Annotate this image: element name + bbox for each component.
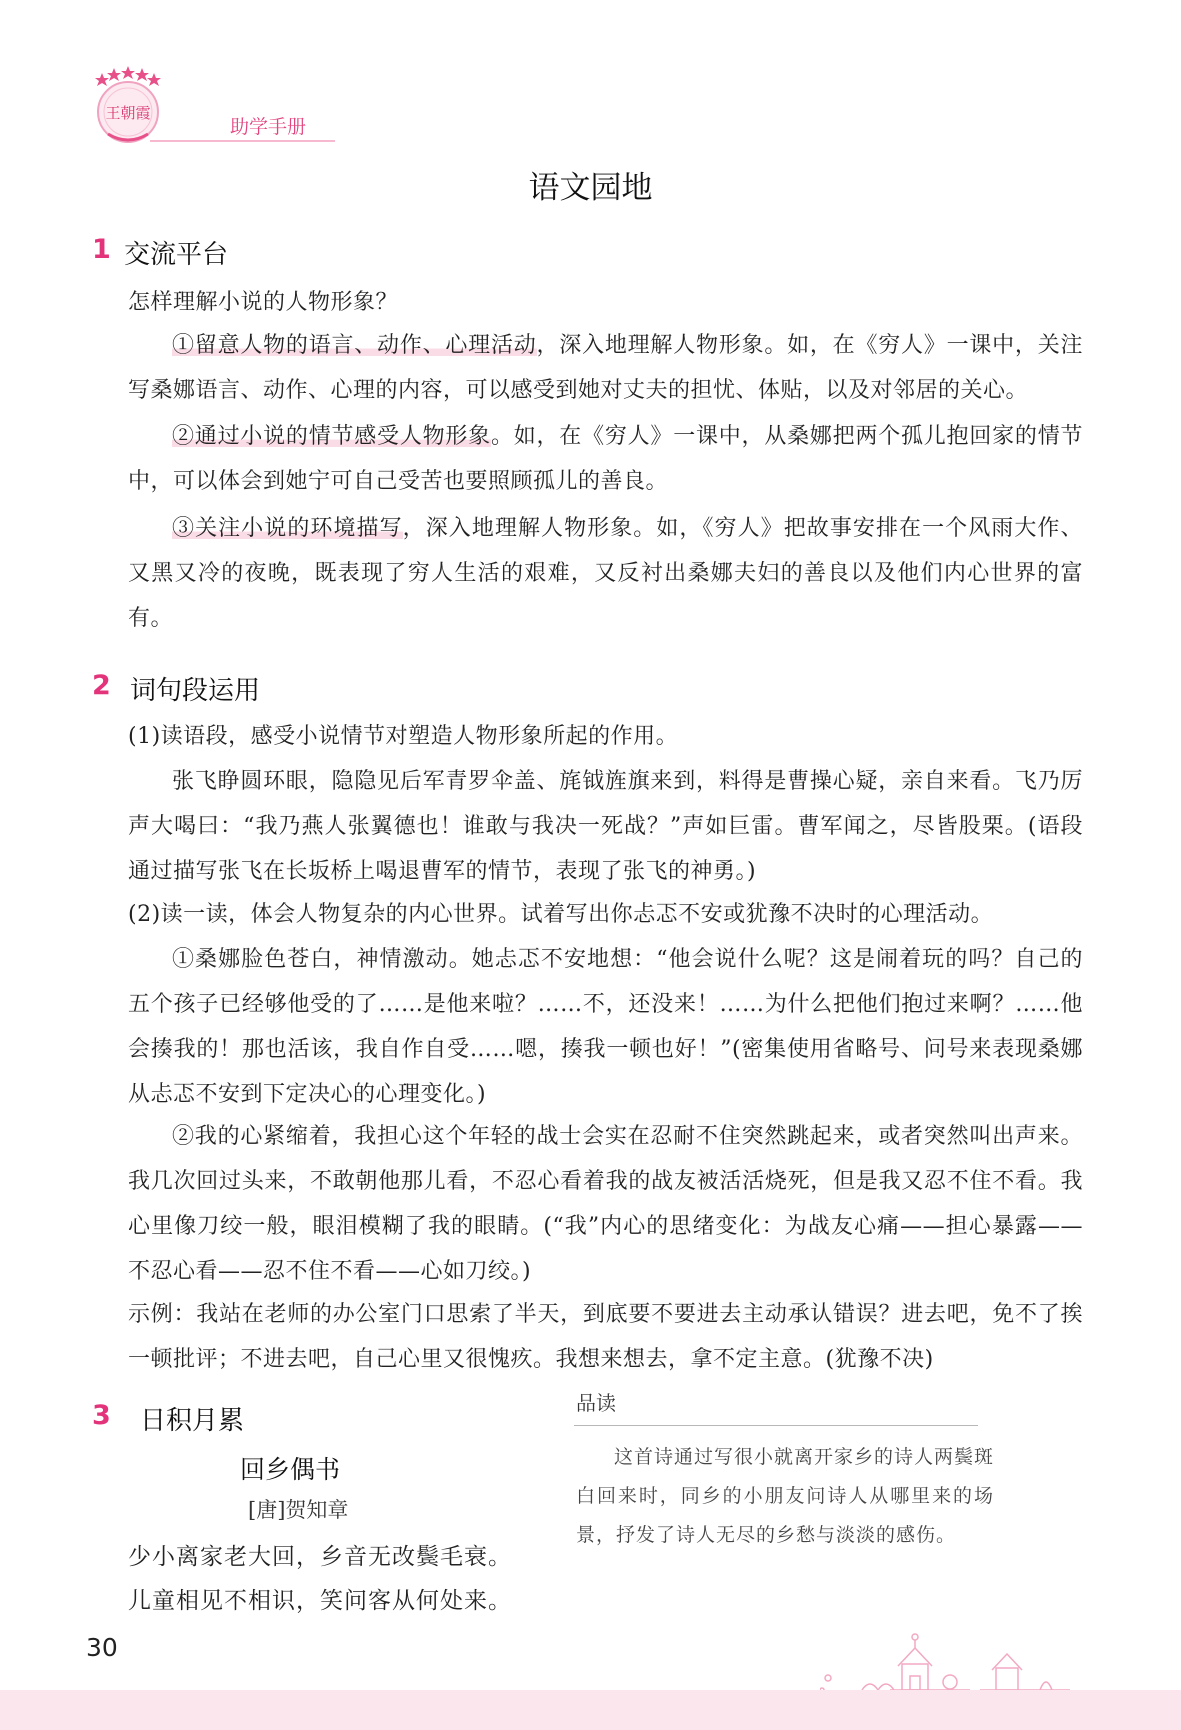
point-1-text: ，深入地理解人物形象。如，在《穷人》一课中，关注写桑娜语言、动作、心理的内容，可以感受到她对丈夫的担忧、体贴，以及对邻居的关心。	[128, 333, 1083, 403]
section-2-passage-1: 张飞睁圆环眼，隐隐见后军青罗伞盖、旄钺旌旗来到，料得是曹操心疑，亲自来看。飞乃厉声大喝曰：“我乃燕人张翼德也！谁敢与我决一死战？”声如巨雷。曹军闻之，尽皆股栗。(语段通过描写张飞在长坂桥上喝退曹军的情节，表现了张飞的神勇。)	[128, 769, 1083, 884]
section-2-passage-2: ①桑娜脸色苍白，神情激动。她忐忑不安地想：“他会说什么呢？这是闹着玩的吗？自己的五个孩子已经够他受的了……是他来啦？……不，还没来！……为什么把他们抱过来啊？……他会揍我的！那也活该，我自作自受……嗯，揍我一顿也好！”(密集使用省略号、问号来表现桑娜从忐忑不安到下定决心的心理变化。)	[128, 947, 1083, 1107]
section-2-title: 词句段运用	[130, 676, 261, 706]
section-1-point-2	[128, 414, 1083, 504]
footer-band	[0, 1690, 1181, 1730]
section-2-question-2: (2)读一读，体会人物复杂的内心世界。试着写出你忐忑不安或犹豫不决时的心理活动。	[128, 902, 994, 927]
highlight-point-1: ①留意人物的语言、动作、心理活动	[172, 333, 537, 358]
section-2-passage-3: ②我的心紧缩着，我担心这个年轻的战士会实在忍耐不住突然跳起来，或者突然叫出声来。我几次回过头来，不敢朝他那儿看，不忍心看着我的战友被活活烧死，但是我又忍不住不看。我心里像刀绞一般，眼泪模糊了我的眼睛。(“我”内心的思绪变化：为战友心痛——担心暴露——不忍心看——忍不住不看——心如刀绞。)	[128, 1124, 1083, 1284]
section-2-question-1: (1)读语段，感受小说情节对塑造人物形象所起的作用。	[128, 724, 679, 749]
section-1-title: 交流平台	[124, 240, 229, 270]
point-2-text: 。如，在《穷人》一课中，从桑娜把两个孤儿抱回家的情节中，可以体会到她宁可自己受苦也要照顾孤儿的善良。	[128, 424, 1083, 494]
poem-title: 回乡偶书	[240, 1455, 341, 1484]
appreciation-text: 这首诗通过写很小就离开家乡的诗人两鬓斑白回来时，同乡的小朋友问诗人从哪里来的场景，抒发了诗人无尽的乡愁与淡淡的感伤。	[576, 1446, 995, 1546]
section-1-point-3	[128, 506, 1083, 641]
section-2-example: 示例：我站在老师的办公室门口思索了半天，到底要不要进去主动承认错误？进去吧，免不了挨一顿批评；不进去吧，自己心里又很愧疚。我想来想去，拿不定主意。(犹豫不决)	[128, 1302, 1083, 1372]
highlight-point-3: ③关注小说的环境描写	[172, 516, 403, 541]
poem-author: [唐]贺知章	[248, 1498, 349, 1522]
appreciation-divider	[574, 1425, 978, 1426]
poem-line-2: 儿童相见不相识，笑问客从何处来。	[128, 1588, 512, 1614]
header-divider	[150, 140, 335, 142]
section-1-point-1	[128, 323, 1083, 413]
point-3-text: ，深入地理解人物形象。如，《穷人》把故事安排在一个风雨大作、又黑又冷的夜晚，既表现了穷人生活的艰难，又反衬出桑娜夫妇的善良以及他们内心世界的富有。	[128, 516, 1083, 631]
section-2-number: 2	[92, 670, 111, 701]
page-title: 语文园地	[528, 170, 653, 206]
section-1-number: 1	[92, 234, 111, 265]
appreciation-label: 品读	[576, 1391, 616, 1415]
section-3-title: 日积月累	[140, 1406, 245, 1436]
poem-line-1: 少小离家老大回，乡音无改鬓毛衰。	[128, 1544, 512, 1570]
section-3-number: 3	[92, 1400, 111, 1431]
header-tag: 助学手册	[230, 116, 307, 138]
page-number: 30	[86, 1633, 118, 1662]
house-decoration-icon	[820, 1620, 1100, 1698]
brand-logo	[86, 64, 166, 150]
logo-text: 王朝霞	[105, 104, 151, 122]
highlight-point-2: ②通过小说的情节感受人物形象	[172, 424, 491, 449]
section-1-question: 怎样理解小说的人物形象？	[128, 290, 399, 315]
